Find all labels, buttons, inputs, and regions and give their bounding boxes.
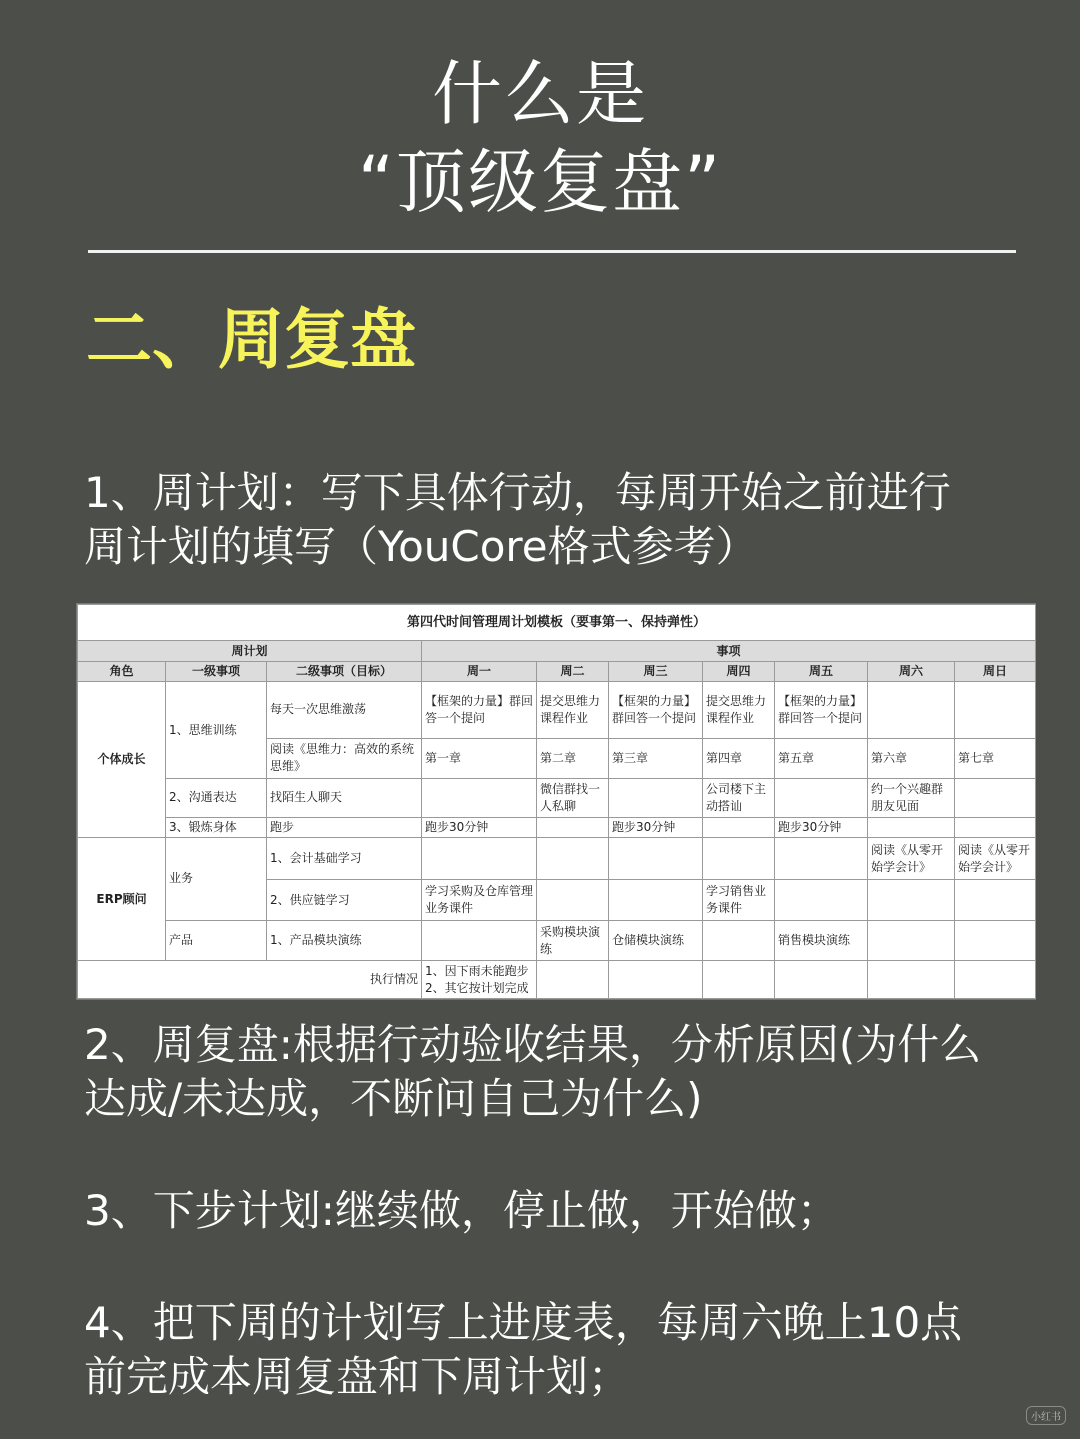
table-cell: 仓储模块演练: [609, 920, 703, 961]
table-cell: 学习销售业务课件: [703, 880, 775, 921]
paragraph-next-plan: [84, 1184, 1064, 1238]
paragraph-schedule: [84, 1296, 1064, 1404]
table-cell: 1、产品模块演练: [267, 920, 422, 961]
table-cell: [868, 920, 955, 961]
paragraph-line: 前完成本周复盘和下周计划；: [84, 1352, 631, 1401]
table-cell: 第五章: [775, 738, 868, 779]
table-cell: 学习采购及仓库管理业务课件: [422, 880, 537, 921]
table-cell: [537, 961, 609, 999]
group-header-plan: 周计划: [78, 641, 422, 661]
table-cell: 跑步30分钟: [609, 817, 703, 837]
table-caption: 第四代时间管理周计划模板（要事第一、保持弹性）: [78, 605, 1036, 641]
table-cell: [955, 779, 1036, 817]
section-heading: 二、周复盘: [86, 301, 416, 378]
level1-cell: 产品: [166, 920, 267, 961]
title-line-1: 什么是: [432, 53, 648, 135]
table-cell: [775, 837, 868, 880]
table-cell: [868, 817, 955, 837]
execution-note: 1、因下雨未能跑步: [425, 963, 529, 978]
column-header: 周一: [422, 661, 537, 681]
column-header: 周六: [868, 661, 955, 681]
column-header: 周二: [537, 661, 609, 681]
table-cell: 第一章: [422, 738, 537, 779]
weekly-plan-table: [76, 603, 1036, 1000]
watermark-logo: 小红书: [1026, 1406, 1066, 1425]
table-cell: [537, 880, 609, 921]
table-cell: 阅读《从零开始学会计》: [955, 837, 1036, 880]
table-cell: [609, 779, 703, 817]
paragraph-line: 4、把下周的计划写上进度表，每周六晚上10点: [84, 1298, 963, 1347]
column-header: 周四: [703, 661, 775, 681]
table-cell: 公司楼下主动搭讪: [703, 779, 775, 817]
table-cell: [537, 817, 609, 837]
table-cell: [955, 961, 1036, 999]
execution-note: 2、其它按计划完成: [425, 980, 529, 995]
column-header: 周五: [775, 661, 868, 681]
table-cell: [422, 920, 537, 961]
table-cell: 约一个兴趣群朋友见面: [868, 779, 955, 817]
table-cell: [955, 880, 1036, 921]
column-header: 二级事项（目标）: [267, 661, 422, 681]
title-divider: [88, 250, 1016, 253]
table-cell: 第七章: [955, 738, 1036, 779]
level1-cell: 业务: [166, 837, 267, 920]
table-cell: 提交思维力课程作业: [537, 681, 609, 738]
column-header: 周三: [609, 661, 703, 681]
table-cell: [422, 837, 537, 880]
table-cell: [775, 779, 868, 817]
table-cell: [609, 837, 703, 880]
table-cell: 第三章: [609, 738, 703, 779]
table-cell: 1、会计基础学习: [267, 837, 422, 880]
paragraph-weekly-plan: [84, 466, 1064, 574]
table-cell: 跑步30分钟: [775, 817, 868, 837]
execution-notes: [422, 961, 537, 999]
table-cell: 第二章: [537, 738, 609, 779]
table-cell: 跑步: [267, 817, 422, 837]
role-cell: 个体成长: [78, 681, 166, 837]
table-cell: 提交思维力课程作业: [703, 681, 775, 738]
level1-cell: 3、锻炼身体: [166, 817, 267, 837]
execution-label: 执行情况: [78, 961, 422, 999]
column-header: 一级事项: [166, 661, 267, 681]
table-cell: [775, 880, 868, 921]
column-header: 角色: [78, 661, 166, 681]
table-cell: 【框架的力量】群回答一个提问: [609, 681, 703, 738]
table-cell: 【框架的力量】群回答一个提问: [775, 681, 868, 738]
table-cell: [868, 880, 955, 921]
table-cell: [775, 961, 868, 999]
table-cell: 第六章: [868, 738, 955, 779]
table-cell: [955, 681, 1036, 738]
paragraph-line: 周计划的填写（YouCore格式参考）: [84, 522, 758, 571]
table-cell: [703, 961, 775, 999]
table-cell: 微信群找一人私聊: [537, 779, 609, 817]
table-cell: 每天一次思维激荡: [267, 681, 422, 738]
paragraph-line: 2、周复盘:根据行动验收结果，分析原因(为什么: [84, 1020, 982, 1069]
table-cell: 销售模块演练: [775, 920, 868, 961]
paragraph-line: 1、周计划：写下具体行动，每周开始之前进行: [84, 468, 951, 517]
table-cell: [868, 681, 955, 738]
paragraph-line: 达成/未达成，不断问自己为什么): [84, 1074, 703, 1123]
table-cell: 跑步30分钟: [422, 817, 537, 837]
table-cell: 阅读《思维力：高效的系统思维》: [267, 738, 422, 779]
table-cell: [868, 961, 955, 999]
table-cell: 阅读《从零开始学会计》: [868, 837, 955, 880]
table-cell: 找陌生人聊天: [267, 779, 422, 817]
table-cell: 第四章: [703, 738, 775, 779]
title-line-2: “顶级复盘”: [357, 141, 723, 223]
table-cell: [609, 880, 703, 921]
paragraph-line: 3、下步计划:继续做，停止做，开始做；: [84, 1186, 839, 1235]
table-cell: [955, 817, 1036, 837]
table-cell: [422, 779, 537, 817]
table-cell: [955, 920, 1036, 961]
table-cell: [703, 837, 775, 880]
level1-cell: 1、思维训练: [166, 681, 267, 778]
table-cell: [609, 961, 703, 999]
table-cell: 采购模块演练: [537, 920, 609, 961]
level1-cell: 2、沟通表达: [166, 779, 267, 817]
table-cell: [537, 837, 609, 880]
table-cell: [703, 817, 775, 837]
column-header: 周日: [955, 661, 1036, 681]
table-cell: 2、供应链学习: [267, 880, 422, 921]
role-cell: ERP顾问: [78, 837, 166, 961]
table-cell: 【框架的力量】群回答一个提问: [422, 681, 537, 738]
paragraph-weekly-review: [84, 1018, 1064, 1126]
table-cell: [703, 920, 775, 961]
group-header-items: 事项: [422, 641, 1036, 661]
